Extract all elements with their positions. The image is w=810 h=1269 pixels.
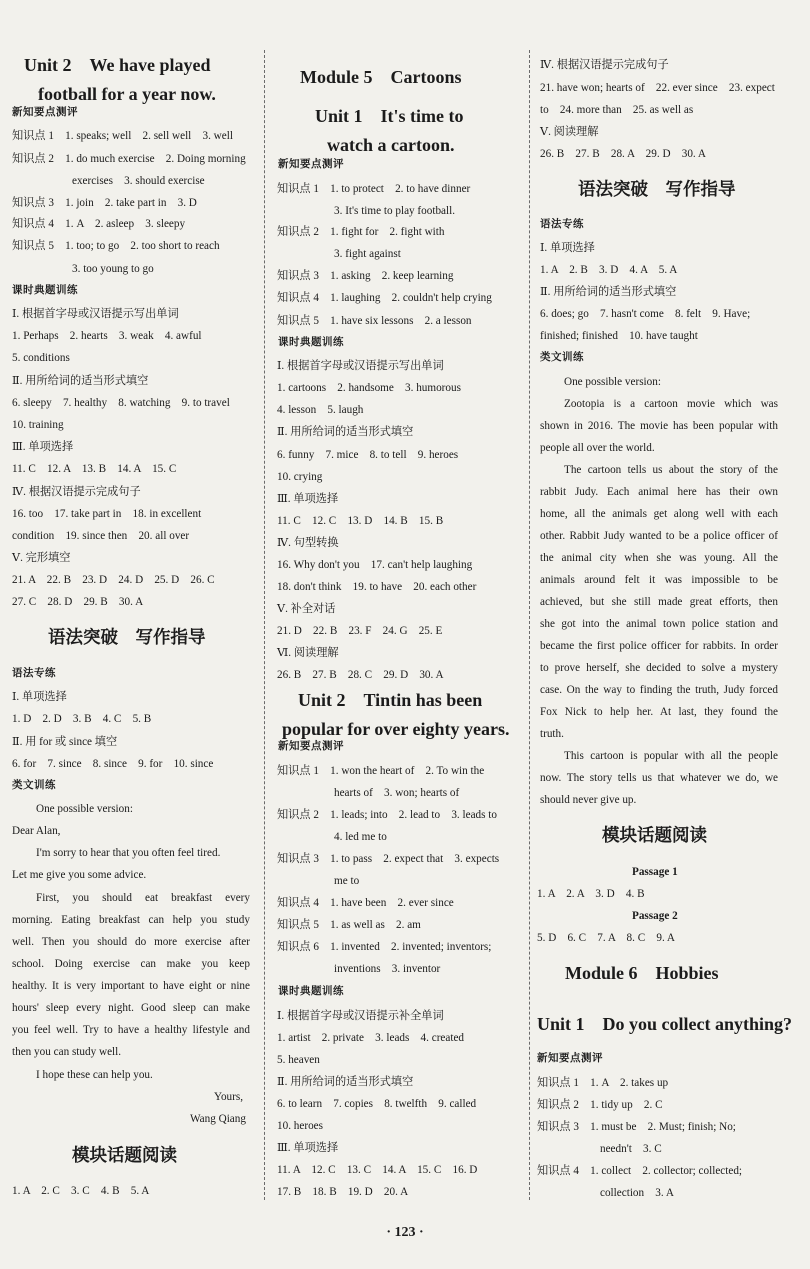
col2-line: 知识点 1 1. won the heart of 2. To win the: [277, 765, 485, 777]
col3-line: Ⅱ. 用所给词的适当形式填空: [540, 286, 677, 298]
col1-line: Ⅲ. 单项选择: [12, 441, 74, 453]
col3-line: Fox Nick to help her. At last, they found the: [540, 706, 778, 718]
col2-line: Ⅱ. 用所给词的适当形式填空: [277, 1076, 414, 1088]
col3-line: Passage 1: [632, 866, 678, 878]
col1-line: 类文训练: [12, 780, 56, 791]
col1-line: First, you should eat breakfast every: [36, 892, 250, 904]
col1-line: healthy. It is very important to have eight or nine: [12, 980, 250, 992]
col3-line: other. Rabbit Judy wanted to be a police officer of: [540, 530, 778, 542]
col1-line: 知识点 4 1. A 2. asleep 3. sleepy: [12, 218, 186, 230]
col3-line: Ⅰ. 单项选择: [540, 242, 595, 254]
col2-line: Ⅳ. 句型转换: [277, 537, 339, 549]
col2-line: 26. B 27. B 28. C 29. D 30. A: [277, 669, 444, 681]
col1-line: One possible version:: [36, 803, 133, 815]
col3-line: became the first police officer for rabbits. In order: [540, 640, 778, 652]
col1-line: then you can study well.: [12, 1046, 122, 1058]
col1-line: Ⅰ. 单项选择: [12, 691, 67, 703]
col3-line: collection 3. A: [600, 1187, 674, 1199]
col1-line: 模块话题阅读: [72, 1145, 177, 1165]
col1-line: 10. training: [12, 419, 64, 431]
col1-line: 6. for 7. since 8. since 9. for 10. since: [12, 758, 214, 770]
col2-line: Module 5 Cartoons: [300, 67, 462, 87]
col3-line: home, all the animals get along well with each: [540, 508, 778, 520]
col1-line: 新知要点测评: [12, 107, 78, 118]
col2-line: 5. heaven: [277, 1054, 320, 1066]
col1-line: I'm sorry to hear that you often feel tired.: [36, 847, 221, 859]
col3-line: 6. does; go 7. hasn't come 8. felt 9. Have;: [540, 308, 751, 320]
col3-line: 模块话题阅读: [602, 825, 707, 845]
column-divider-left: [264, 50, 265, 1200]
col3-line: 5. D 6. C 7. A 8. C 9. A: [537, 932, 675, 944]
col2-line: 知识点 4 1. have been 2. ever since: [277, 897, 454, 909]
col2-line: popular for over eighty years.: [282, 719, 510, 739]
col2-line: 3. fight against: [334, 248, 401, 260]
col1-line: Wang Qiang: [190, 1113, 246, 1125]
col3-line: she got into the animal town police station and: [540, 618, 778, 630]
col1-line: Ⅳ. 根据汉语提示完成句子: [12, 486, 141, 498]
col1-line: Ⅴ. 完形填空: [12, 552, 71, 564]
col3-line: should never give up.: [540, 794, 637, 806]
col3-line: finished; finished 10. have taught: [540, 330, 698, 342]
col3-line: 语法专练: [540, 219, 584, 230]
col2-line: 6. to learn 7. copies 8. twelfth 9. called: [277, 1098, 477, 1110]
col1-line: 语法专练: [12, 668, 56, 679]
col3-line: Ⅴ. 阅读理解: [540, 126, 599, 138]
col1-line: 1. D 2. D 3. B 4. C 5. B: [12, 713, 152, 725]
col2-line: 11. C 12. C 13. D 14. B 15. B: [277, 515, 444, 527]
col2-line: 16. Why don't you 17. can't help laughing: [277, 559, 473, 571]
col2-line: 4. lesson 5. laugh: [277, 404, 364, 416]
col1-line: 1. A 2. C 3. C 4. B 5. A: [12, 1185, 150, 1197]
col3-line: 知识点 4 1. collect 2. collector; collected;: [537, 1165, 743, 1177]
col2-line: 知识点 2 1. fight for 2. fight with: [277, 226, 445, 238]
col3-line: 1. A 2. A 3. D 4. B: [537, 888, 645, 900]
col1-line: I hope these can help you.: [36, 1069, 153, 1081]
col1-line: 3. too young to go: [72, 263, 154, 275]
col2-line: 1. cartoons 2. handsome 3. humorous: [277, 382, 461, 394]
col3-line: Zootopia is a cartoon movie which was: [564, 398, 778, 410]
col1-line: school. Doing exercise can make you keep: [12, 958, 250, 970]
col3-line: needn't 3. C: [600, 1143, 662, 1155]
col1-line: 16. too 17. take part in 18. in excellent: [12, 508, 202, 520]
col1-line: Ⅱ. 用 for 或 since 填空: [12, 736, 118, 748]
col3-line: Unit 1 Do you collect anything?: [537, 1014, 793, 1034]
col1-line: 11. C 12. A 13. B 14. A 15. C: [12, 463, 177, 475]
col2-line: 10. heroes: [277, 1120, 323, 1132]
col1-line: Ⅰ. 根据首字母或汉语提示写出单词: [12, 308, 179, 320]
col2-line: 课时典题训练: [278, 986, 344, 997]
col2-line: 1. artist 2. private 3. leads 4. created: [277, 1032, 465, 1044]
col2-line: 知识点 1 1. to protect 2. to have dinner: [277, 183, 471, 195]
col1-line: hours' sleep every night. Good sleep can make: [12, 1002, 250, 1014]
col2-line: 新知要点测评: [278, 741, 344, 752]
col2-line: Ⅰ. 根据首字母或汉语提示补全单词: [277, 1010, 444, 1022]
col2-line: 10. crying: [277, 471, 323, 483]
col2-line: 知识点 6 1. invented 2. invented; inventors;: [277, 941, 492, 953]
col2-line: 11. A 12. C 13. C 14. A 15. C 16. D: [277, 1164, 478, 1176]
col3-line: to 24. more than 25. as well as: [540, 104, 694, 116]
col2-line: 知识点 5 1. as well as 2. am: [277, 919, 421, 931]
col2-line: Unit 1 It's time to: [315, 106, 464, 126]
col3-line: achieved, but she still made great efforts, then: [540, 596, 778, 608]
col2-line: hearts of 3. won; hearts of: [334, 787, 460, 799]
col1-line: condition 19. since then 20. all over: [12, 530, 190, 542]
col3-line: This cartoon is popular with all the people: [564, 750, 778, 762]
col1-line: exercises 3. should exercise: [72, 175, 205, 187]
col1-line: 知识点 5 1. too; to go 2. too short to reach: [12, 240, 220, 252]
col3-line: Module 6 Hobbies: [565, 963, 719, 983]
col2-line: 知识点 3 1. to pass 2. expect that 3. expects: [277, 853, 500, 865]
col1-line: morning. Eating breakfast can help you study: [12, 914, 250, 926]
col1-line: 21. A 22. B 23. D 24. D 25. D 26. C: [12, 574, 215, 586]
col2-line: Ⅱ. 用所给词的适当形式填空: [277, 426, 414, 438]
col2-line: Unit 2 Tintin has been: [298, 690, 483, 710]
col1-line: 6. sleepy 7. healthy 8. watching 9. to travel: [12, 397, 230, 409]
col2-line: Ⅰ. 根据首字母或汉语提示写出单词: [277, 360, 444, 372]
col3-line: 1. A 2. B 3. D 4. A 5. A: [540, 264, 678, 276]
col2-line: 21. D 22. B 23. F 24. G 25. E: [277, 625, 443, 637]
col1-line: Let me give you some advice.: [12, 869, 147, 881]
col2-line: 18. don't think 19. to have 20. each other: [277, 581, 477, 593]
col3-line: to prove herself, she decided to solve a mystery: [540, 662, 778, 674]
col3-line: 类文训练: [540, 352, 584, 363]
col3-line: 语法突破 写作指导: [578, 179, 736, 199]
col1-line: 知识点 3 1. join 2. take part in 3. D: [12, 197, 197, 209]
col3-line: Passage 2: [632, 910, 678, 922]
col2-line: 6. funny 7. mice 8. to tell 9. heroes: [277, 449, 459, 461]
col3-line: Ⅳ. 根据汉语提示完成句子: [540, 59, 669, 71]
col1-line: you feel well. Try to have a healthy lifestyle and: [12, 1024, 250, 1036]
page-number: · 123 ·: [386, 1225, 424, 1240]
col3-line: 知识点 2 1. tidy up 2. C: [537, 1099, 663, 1111]
col2-line: Ⅲ. 单项选择: [277, 1142, 339, 1154]
col1-line: 5. conditions: [12, 352, 70, 364]
col1-line: 课时典题训练: [12, 285, 78, 296]
col3-line: 知识点 1 1. A 2. takes up: [537, 1077, 669, 1089]
col1-line: 1. Perhaps 2. hearts 3. weak 4. awful: [12, 330, 202, 342]
col3-line: rabbit Judy. Each animal here has their own: [540, 486, 778, 498]
col3-line: 26. B 27. B 28. A 29. D 30. A: [540, 148, 706, 160]
col3-line: 21. have won; hearts of 22. ever since 23. expect: [540, 82, 775, 94]
col2-line: me to: [334, 875, 360, 887]
col3-line: people all over the world.: [540, 442, 655, 454]
col1-line: Ⅱ. 用所给词的适当形式填空: [12, 375, 149, 387]
col1-line: 语法突破 写作指导: [48, 627, 206, 647]
col2-line: 4. led me to: [334, 831, 387, 843]
col3-line: 新知要点测评: [537, 1053, 603, 1064]
col2-line: Ⅴ. 补全对话: [277, 603, 336, 615]
col3-line: shown in 2016. The movie has been popular with: [540, 420, 778, 432]
col1-line: 27. C 28. D 29. B 30. A: [12, 596, 144, 608]
col1-line: Dear Alan,: [12, 825, 61, 837]
col3-line: case. On the way to finding the truth, Judy forced: [540, 684, 778, 696]
col2-line: 17. B 18. B 19. D 20. A: [277, 1186, 409, 1198]
col2-line: 知识点 4 1. laughing 2. couldn't help crying: [277, 292, 492, 304]
col2-line: 课时典题训练: [278, 337, 344, 348]
col3-line: One possible version:: [564, 376, 661, 388]
col1-line: 知识点 1 1. speaks; well 2. sell well 3. well: [12, 130, 233, 142]
col3-line: animals around felt it was impossible to be: [540, 574, 778, 586]
col1-line: well. Then you should do more exercise after: [12, 936, 250, 948]
col2-line: 知识点 3 1. asking 2. keep learning: [277, 270, 454, 282]
col1-line: 知识点 2 1. do much exercise 2. Doing morning: [12, 153, 246, 165]
col2-line: 新知要点测评: [278, 159, 344, 170]
column-divider-right: [529, 50, 530, 1200]
col2-line: watch a cartoon.: [327, 135, 455, 155]
col2-line: 3. It's time to play football.: [334, 205, 456, 217]
col3-line: truth.: [540, 728, 564, 740]
col2-line: Ⅵ. 阅读理解: [277, 647, 339, 659]
col3-line: The cartoon tells us about the story of the: [564, 464, 778, 476]
col2-line: 知识点 2 1. leads; into 2. lead to 3. leads to: [277, 809, 497, 821]
col3-line: now. The story tells us that whatever we do, we: [540, 772, 778, 784]
col2-line: 知识点 5 1. have six lessons 2. a lesson: [277, 315, 472, 327]
col3-line: 知识点 3 1. must be 2. Must; finish; No;: [537, 1121, 736, 1133]
col1-line: Yours,: [214, 1091, 244, 1103]
col1-line: Unit 2 We have played: [24, 55, 211, 75]
col3-line: the animal city when she was young. All the: [540, 552, 778, 564]
col1-line: football for a year now.: [38, 84, 216, 104]
col2-line: Ⅲ. 单项选择: [277, 493, 339, 505]
col2-line: inventions 3. inventor: [334, 963, 441, 975]
